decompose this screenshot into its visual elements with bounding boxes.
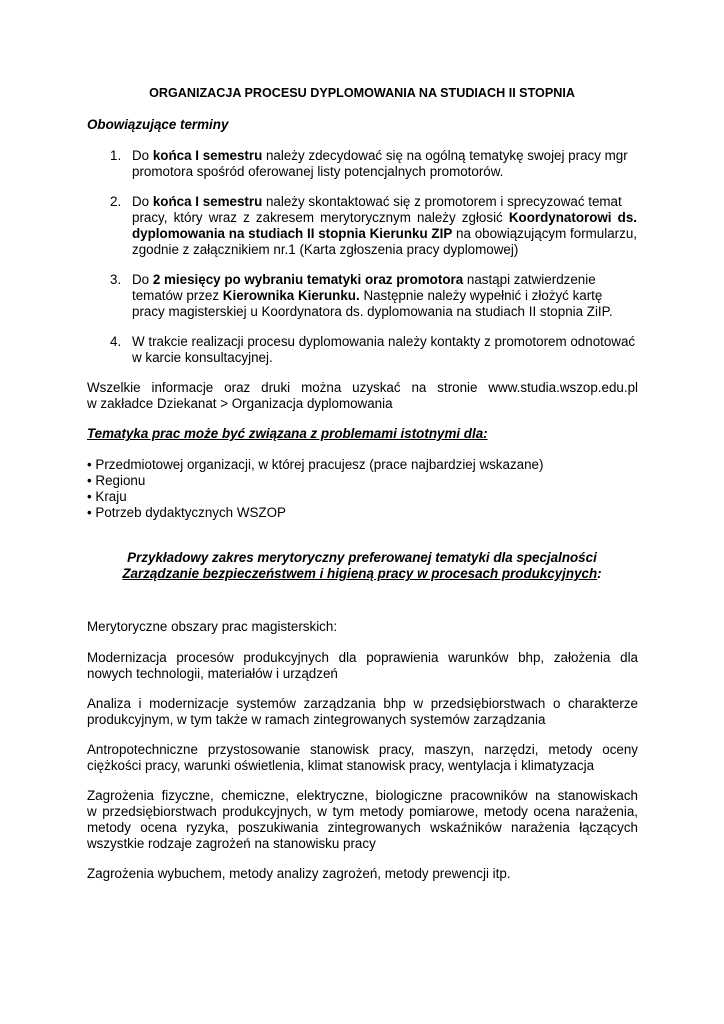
example-heading-line-1: Przykładowy zakres merytoryczny preferowanej tematyki dla specjalności (127, 550, 597, 565)
area-3-line-2: ciężkości pracy, warunki oświetlenia, klimat stanowisk pracy, wentylacja i klimatyzacja (87, 758, 595, 773)
item-2-line-4: zgodnie z załącznikiem nr.1 (Karta zgłoszenia pracy dyplomowej) (132, 242, 519, 257)
item-2-number: 2. (110, 194, 122, 209)
item-1-number: 1. (110, 148, 122, 163)
item-2-line-2: pracy, który wraz z zakresem merytorycznym należy zgłosić Koordynatorowi ds. (132, 210, 637, 225)
deadlines-heading: Obowiązujące terminy (87, 117, 229, 132)
area-4-line-2: w przedsiębiorstwach produkcyjnych, w tym metody pomiarowe, metody ocena narażenia, (87, 804, 638, 819)
area-2-line-1: Analiza i modernizacje systemów zarządzania bhp w przedsiębiorstwach o charakterze (87, 696, 638, 711)
item-4-line-1: W trakcie realizacji procesu dyplomowania należy kontakty z promotorem odnotować (132, 334, 636, 349)
area-1-line-1: Modernizacja procesów produkcyjnych dla poprawienia warunków bhp, założenia dla (87, 650, 638, 665)
item-4-number: 4. (110, 334, 122, 349)
info-line-1: Wszelkie informacje oraz druki można uzyskać na stronie www.studia.wszop.edu.pl (87, 380, 638, 395)
item-3-line-3: pracy magisterskiej u Koordynatora ds. dyplomowania na studiach II stopnia ZiIP. (132, 304, 613, 319)
item-2-line-1: Do końca I semestru należy skontaktować się z promotorem i sprecyzować temat (132, 194, 622, 209)
bullet-3: • Kraju (87, 489, 127, 504)
area-2-line-2: produkcyjnym, w tym także w ramach zintegrowanych systemów zarządzania (87, 712, 546, 727)
item-3-line-2: tematów przez Kierownika Kierunku. Następnie należy wypełnić i złożyć kartę (132, 288, 603, 303)
area-4-line-3: metody ocena ryzyka, poszukiwania zintegrowanych wskaźników narażenia łączących (87, 820, 638, 835)
bullet-4: • Potrzeb dydaktycznych WSZOP (87, 505, 286, 520)
area-1-line-2: nowych technologii, materiałów i urządzeń (87, 666, 338, 681)
area-4-line-4: wszystkie rodzaje zagrożeń na stanowisku pracy (87, 836, 376, 851)
bullet-1: • Przedmiotowej organizacji, w której pracujesz (prace najbardziej wskazane) (87, 457, 544, 472)
bullet-2: • Regionu (87, 473, 146, 488)
info-line-2: w zakładce Dziekanat > Organizacja dyplomowania (87, 396, 393, 411)
area-5-line-1: Zagrożenia wybuchem, metody analizy zagrożeń, metody prewencji itp. (87, 866, 511, 881)
topics-heading: Tematyka prac może być związana z problemami istotnymi dla: (87, 426, 488, 441)
area-3-line-1: Antropotechniczne przystosowanie stanowisk pracy, maszyn, narzędzi, metody oceny (87, 742, 638, 757)
item-3-line-1: Do 2 miesięcy po wybraniu tematyki oraz promotora nastąpi zatwierdzenie (132, 272, 596, 287)
areas-intro: Merytoryczne obszary prac magisterskich: (87, 619, 338, 634)
item-3-number: 3. (110, 272, 122, 287)
item-2-line-3: dyplomowania na studiach II stopnia Kierunku ZIP na obowiązującym formularzu, (132, 226, 637, 241)
area-4-line-1: Zagrożenia fizyczne, chemiczne, elektryczne, biologiczne pracowników na stanowiskach (87, 788, 638, 803)
example-heading-line-2: Zarządzanie bezpieczeństwem i higieną pracy w procesach produkcyjnych: (122, 566, 602, 581)
document-title: ORGANIZACJA PROCESU DYPLOMOWANIA NA STUDIACH II STOPNIA (149, 86, 575, 100)
item-1-line-2: promotora spośród oferowanej listy potencjalnych promotorów. (132, 164, 504, 179)
item-4-line-2: w karcie konsultacyjnej. (132, 350, 273, 365)
item-1-line-1: Do końca I semestru należy zdecydować się na ogólną tematykę swojej pracy mgr (132, 148, 628, 163)
